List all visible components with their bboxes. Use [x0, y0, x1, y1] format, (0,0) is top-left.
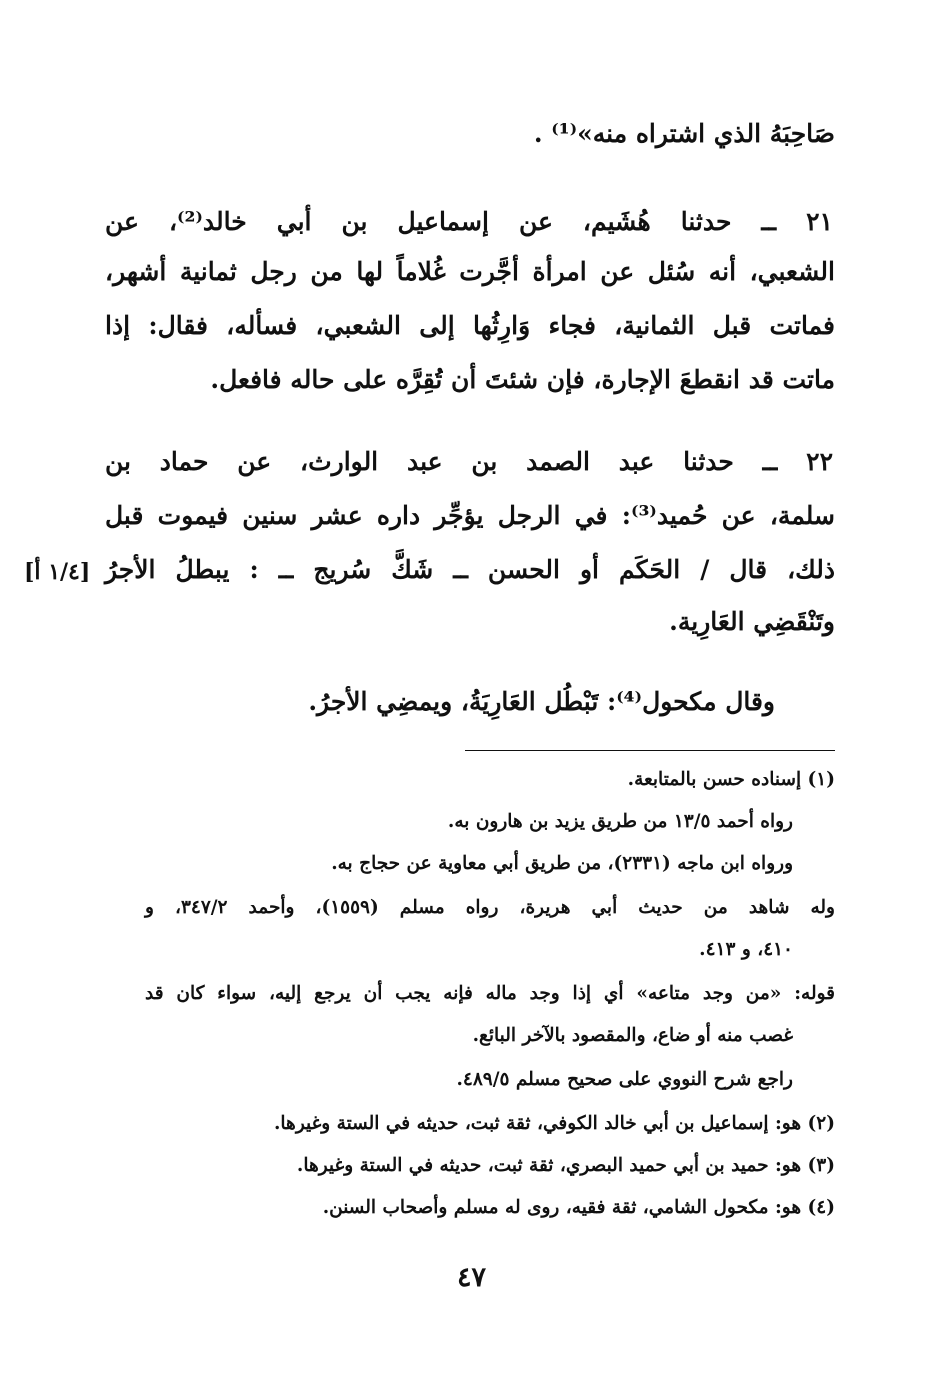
footnote-1-line-2: رواه أحمد ١٣/٥ من طريق يزيد بن هارون به. [447, 811, 793, 832]
footnote-4: (٤) هو: مكحول الشامي، ثقة فقيه، روى له مسلم وأصحاب السنن. [322, 1197, 835, 1218]
text-line-5: ماتت قد انقطعَ الإجارة، فإن شئتَ أن تُقِرَّه على حاله فافعل. [210, 365, 835, 394]
footnote-1-line-5: ٤١٠، و ٤١٣. [699, 939, 793, 960]
text-line-2: ٢١ ــ حدثنا هُشَيم، عن إسماعيل بن أبي خالد⁽²⁾، عن [105, 207, 833, 236]
text-line-10: وقال مكحول⁽⁴⁾: تَبْطُل العَارِيَةُ، ويمضِي الأجرُ. [308, 687, 775, 716]
footnote-1-line-3: ورواه ابن ماجه (٢٣٣١)، من طريق أبي معاوية عن حجاج به. [331, 853, 793, 874]
footnote-1-line-8: راجع شرح النووي على صحيح مسلم ٤٨٩/٥. [456, 1069, 793, 1090]
text-line-6: ٢٢ ــ حدثنا عبد الصمد بن عبد الوارث، عن حماد بن [105, 447, 833, 476]
footnote-3: (٣) هو: حميد بن أبي حميد البصري، ثقة ثبت، حديثه في الستة وغيرها. [296, 1155, 835, 1176]
text-line-3: الشعبي، أنه سُئل عن امرأة أجَّرت غُلاماً لها من رجل ثمانية أشهر، [105, 257, 835, 286]
footnote-separator [465, 750, 835, 751]
text-line-8: ذلك، قال / الحَكَم أو الحسن ــ شَكَّ سُريج ــ : يبطلُ الأجرُ [105, 555, 835, 584]
text-line-1: صَاحِبَهُ الذي اشتراه منه»⁽¹⁾ . [533, 119, 835, 148]
footnote-1-line-7: غصب منه أو ضاع، والمقصود بالآخر البائع. [472, 1025, 793, 1046]
text-line-9: وتَنْقَضِي العَارِية. [669, 607, 835, 636]
page-number: ٤٧ [456, 1262, 486, 1293]
footnote-2: (٢) هو: إسماعيل بن أبي خالد الكوفي، ثقة ثبت، حديثه في الستة وغيرها. [273, 1113, 835, 1134]
text-line-4: فماتت قبل الثمانية، فجاء وَارِثُها إلى الشعبي، فسأله، فقال: إذا [105, 311, 835, 340]
manuscript-folio-marker: [١/٤ أ] [24, 559, 91, 585]
footnote-1-line-4: وله شاهد من حديث أبي هريرة، رواه مسلم (١٥٥٩)، وأحمد ٣٤٧/٢، و [145, 897, 835, 918]
footnote-1: (١) إسناده حسن بالمتابعة. [627, 769, 835, 790]
text-line-7: سلمة، عن حُميد⁽³⁾: في الرجل يؤجِّر داره عشر سنين فيموت قبل [105, 501, 835, 530]
footnote-1-line-6: قوله: «من وجد متاعه» أي إذا وجد ماله فإنه يجب أن يرجع إليه، سواء كان قد [145, 983, 835, 1004]
